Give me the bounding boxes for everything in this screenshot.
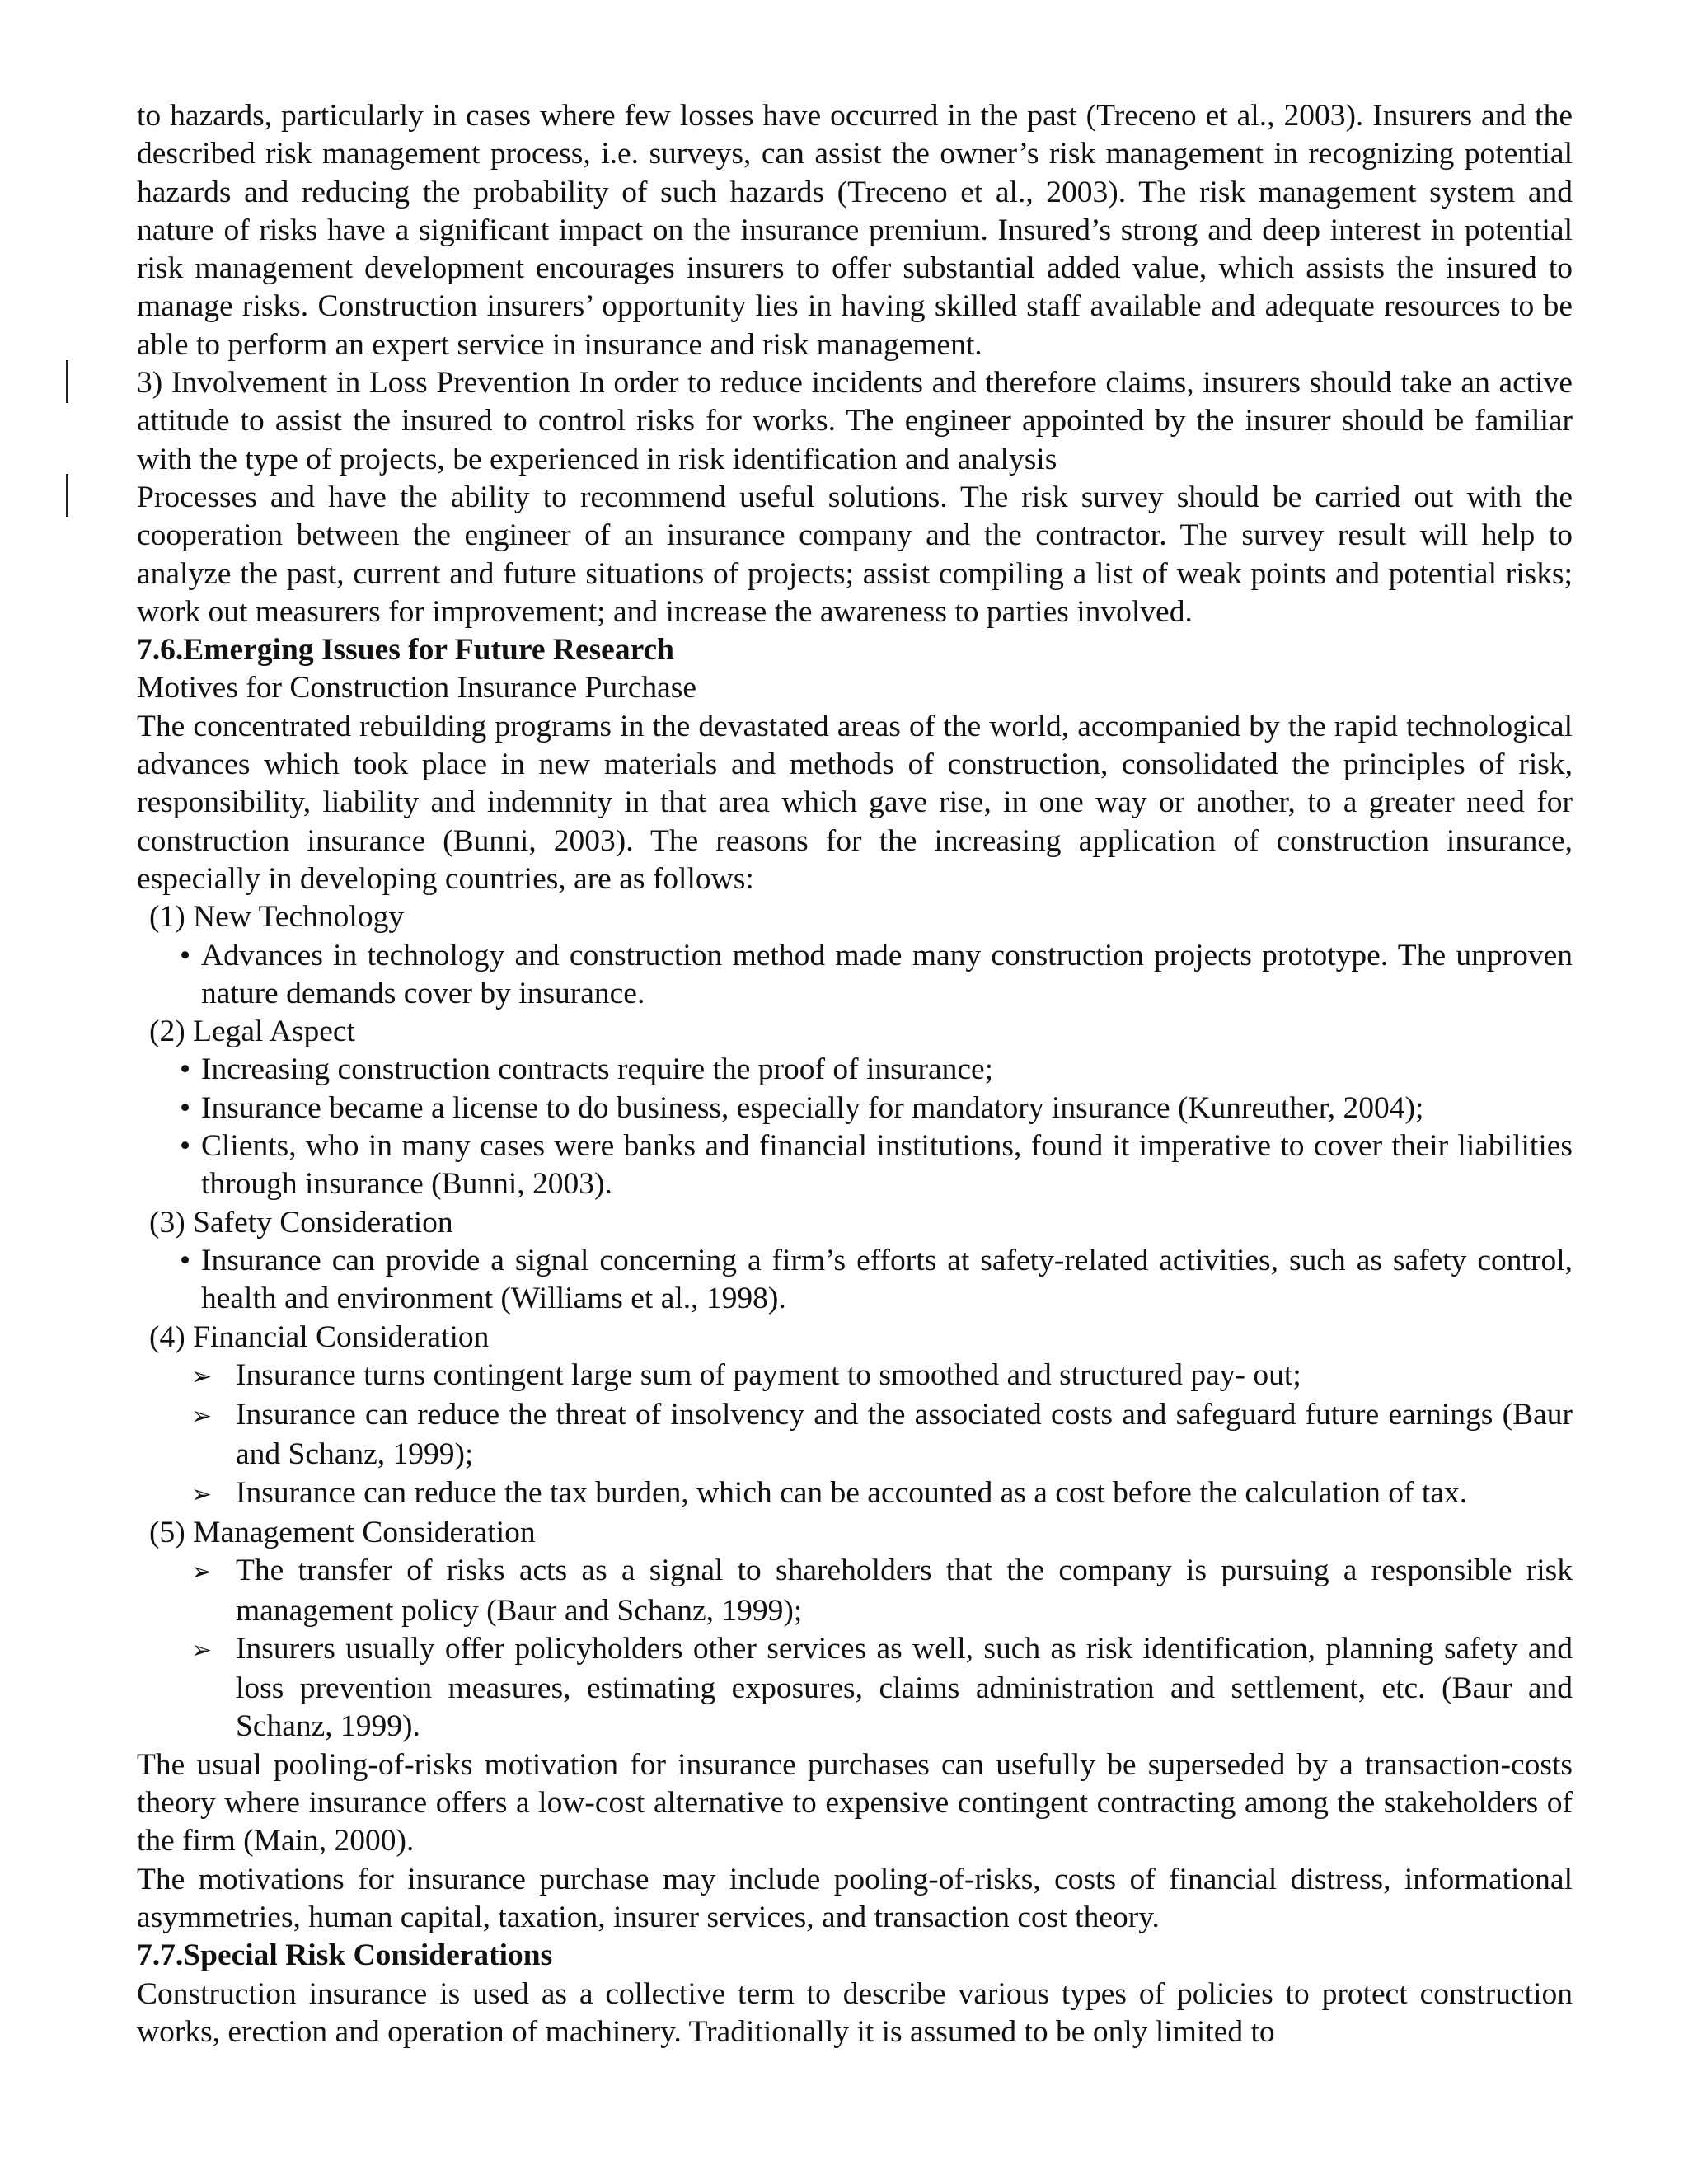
arrow-bullet-icon: ➢ [191, 1361, 213, 1391]
section-heading-7-6: 7.6.Emerging Issues for Future Research [137, 633, 675, 668]
bullet-marker: • [180, 1052, 191, 1087]
reason-title-legal-aspect: (2) Legal Aspect [149, 1015, 355, 1049]
document-page [137, 97, 1573, 2051]
list-item: • Increasing construction contracts require the proof of insurance; [137, 1051, 1573, 1089]
processes-paragraph: Processes and have the ability to recommend useful solutions. The risk survey should be carried out with the cooperation between the engineer of an insurance company and the contractor. The survey result will help to analyze the past, current and future situations of projects; assist compiling a list of weak points and potential risks; work out measurers for improvement; and increase the awareness to parties involved. [137, 480, 1573, 629]
list-item: • Insurance became a license to do business, especially for mandatory insurance (Kunreuther, 2004); [137, 1090, 1573, 1127]
bullet-marker: • [180, 938, 191, 972]
pooling-paragraph: The usual pooling-of-risks motivation for insurance purchases can usefully be superseded by a transaction-costs theory where insurance offers a low-cost alternative to expensive contingent contracting among the stakeholders of the firm (Main, 2000). [137, 1747, 1573, 1858]
list-item: ➢ Insurers usually offer policyholders other services as well, such as risk identification, planning safety and loss prevention measures, estimating exposures, claims administration and settlement, etc. (Baur and Schanz, 1999). [191, 1631, 1573, 1744]
arrow-bullet-icon: ➢ [191, 1635, 213, 1665]
list-item: ➢ Insurance can reduce the threat of insolvency and the associated costs and safeguard future earnings (Baur and Schanz, 1999); [191, 1398, 1573, 1472]
reason-title-safety: (3) Safety Consideration [149, 1205, 453, 1240]
reason-title-management: (5) Management Consideration [149, 1515, 536, 1549]
reason-title-new-technology: (1) New Technology [149, 900, 405, 935]
list-item: ➢ Insurance turns contingent large sum of payment to smoothed and structured pay- out; [137, 1357, 1573, 1396]
arrow-bullet-icon: ➢ [191, 1558, 213, 1587]
bullet-marker: • [180, 1090, 191, 1125]
list-item: ➢ The transfer of risks acts as a signal to shareholders that the company is pursuing a responsible risk management policy (Baur and Schanz, 1999); [191, 1554, 1573, 1628]
bullet-marker: • [180, 1243, 191, 1277]
involvement-paragraph: 3) Involvement in Loss Prevention In order to reduce incidents and therefore claims, insurers should take an active attitude to assist the insured to control risks for works. The engineer appointed by the insurer should be familiar with the type of projects, be experienced in risk identification and analysis [137, 366, 1573, 476]
arrow-bullet-icon: ➢ [191, 1479, 213, 1509]
motives-paragraph: The concentrated rebuilding programs in the devastated areas of the world, accompanied by the rapid technological advances which took place in new materials and methods of construction, consolidated the principles of risk, responsibility, liability and indemnity in that area which gave rise, in one way or another, to a greater need for construction insurance (Bunni, 2003). The reasons for the increasing application of construction insurance, especially in developing countries, are as follows: [137, 709, 1573, 896]
list-item: • Insurance can provide a signal concerning a firm’s efforts at safety-related activities, such as safety control, health and environment (Williams et al., 1998). [180, 1243, 1573, 1316]
motives-subheading: Motives for Construction Insurance Purchase [137, 671, 697, 705]
bullet-marker: • [180, 1129, 191, 1164]
intro-paragraph: to hazards, particularly in cases where few losses have occurred in the past (Treceno et al., 2003). Insurers and the described risk management process, i.e. surveys, can assist the owner’s risk management in recognizing potential hazards and reducing the probability of such hazards (Treceno et al., 2003). The risk management system and nature of risks have a significant impact on the insurance premium. Insured’s strong and deep interest in potential risk management development encourages insurers to offer substantial added value, which assists the insured to manage risks. Construction insurers’ opportunity lies in having skilled staff available and adequate resources to be able to perform an expert service in insurance and risk management. [137, 99, 1573, 362]
list-item: • Advances in technology and construction method made many construction projects prototype. The unproven nature demands cover by insurance. [180, 938, 1573, 1010]
change-bar [66, 474, 68, 517]
arrow-bullet-icon: ➢ [191, 1402, 213, 1432]
list-item: ➢ Insurance can reduce the tax burden, which can be accounted as a cost before the calculation of tax. [137, 1474, 1573, 1514]
section-heading-7-7: 7.7.Special Risk Considerations [137, 1938, 553, 1973]
reason-title-financial: (4) Financial Consideration [149, 1319, 490, 1354]
change-bar [66, 360, 68, 403]
motivations-paragraph: The motivations for insurance purchase may include pooling-of-risks, costs of financial distress, informational asymmetries, human capital, taxation, insurer services, and transaction cost theory. [137, 1862, 1573, 1934]
list-item: • Clients, who in many cases were banks and financial institutions, found it imperative to cover their liabilities through insurance (Bunni, 2003). [180, 1129, 1573, 1202]
special-paragraph: Construction insurance is used as a collective term to describe various types of policies to protect construction works, erection and operation of machinery. Traditionally it is assumed to be only limited to [137, 1976, 1573, 2049]
